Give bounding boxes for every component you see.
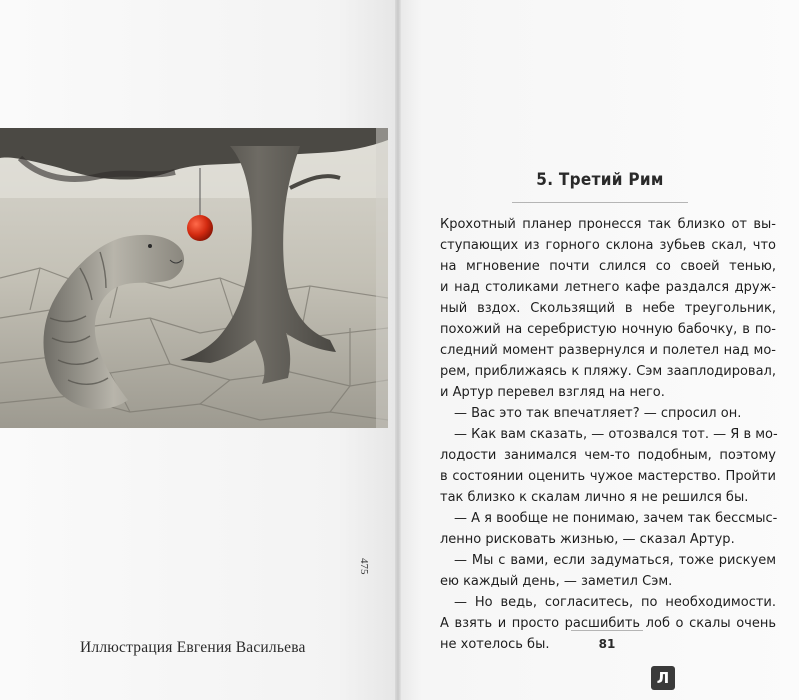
text-line: на мгновение почти слился со своей тенью, [440,259,776,274]
text-line: следний момент развернулся и полетел над мо- [440,343,776,358]
text-line: и Артур перевел взгляд на него. [440,385,665,400]
text-line: рем, приближаясь к пляжу. Сэм зааплодировал, [440,364,776,379]
body-text [440,214,776,655]
side-page-number: 475 [358,558,370,575]
illustration-drawing [0,128,388,428]
illustration [0,128,388,428]
text-line: — Вас это так впечатляет? — спросил он. [454,406,742,421]
labirint-logo [651,666,675,690]
text-line: не хотелось бы. [440,637,550,652]
text-line: — Но ведь, согласитесь, по необходимости. [454,595,776,610]
illustration-caption: Иллюстрация Евгения Васильева [80,639,306,656]
text-line: ленно рисковать жизнью, — сказал Артур. [440,532,735,547]
text-line: — Мы с вами, если задуматься, тоже рискуем [454,553,776,568]
footer-rule [571,630,643,631]
text-line: и над столиками летнего кафе раздался друж- [440,280,776,295]
book-gutter [395,0,401,700]
logo-letter: Л [656,669,670,687]
text-line: лодости занимался чем-то подобным, поэтому [440,448,776,463]
text-line: А взять и просто расшибить лоб о скалы очень [440,616,776,631]
text-line: — Как вам сказать, — отозвался тот. — Я в мо- [454,427,778,442]
text-line: Крохотный планер пронесся так близко от вы- [440,217,776,232]
text-line: ный вздох. Скользящий в небе треугольник, [440,301,776,316]
title-rule [512,202,688,203]
page-number: 81 [598,637,616,651]
text-line: ею каждый день, — заметил Сэм. [440,574,673,589]
chapter-title: 5. Третий Рим [536,170,664,190]
text-line: — А я вообще не понимаю, зачем так бессмыс- [454,511,778,526]
text-line: ступающих из горного склона зубьев скал, что [440,238,776,253]
text-line: так близко к скалам лично я не решился бы. [440,490,749,505]
text-line: в состоянии оценить чужое мастерство. Пройти [440,469,776,484]
text-line: похожий на серебристую ночную бабочку, в по- [440,322,776,337]
